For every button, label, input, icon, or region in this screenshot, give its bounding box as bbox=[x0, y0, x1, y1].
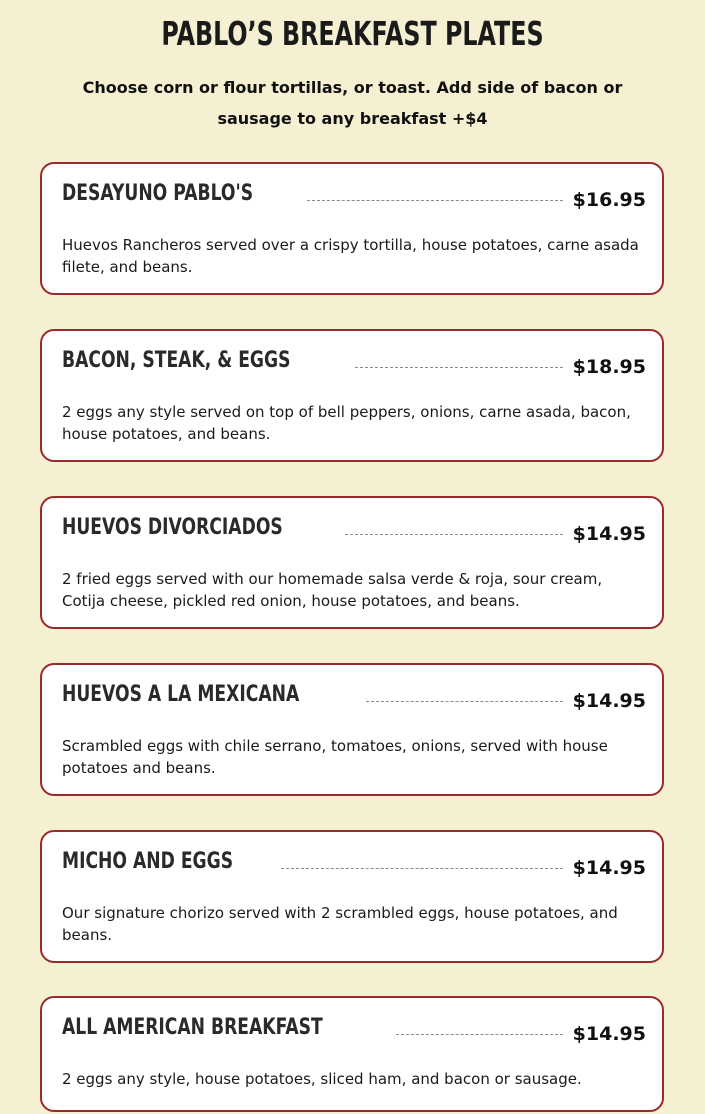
dotted-leader bbox=[355, 367, 563, 368]
menu-item-price: $14.95 bbox=[572, 523, 646, 545]
menu-subtitle: Choose corn or flour tortillas, or toast. Add side of bacon or sausage to any breakfast +$4 bbox=[82, 78, 623, 128]
dotted-leader bbox=[345, 534, 563, 535]
menu-item-header bbox=[62, 349, 646, 385]
menu-item-name: HUEVOS A LA MEXICANA bbox=[62, 681, 300, 707]
menu-item-name: MICHO AND EGGS bbox=[62, 848, 234, 874]
menu-item-description: 2 eggs any style, house potatoes, sliced ham, and bacon or sausage. bbox=[62, 1070, 582, 1088]
menu-item-card bbox=[40, 162, 664, 295]
menu-item-description: 2 eggs any style served on top of bell peppers, onions, carne asada, bacon, house potatoes, and beans. bbox=[62, 403, 631, 443]
menu-item-description: Huevos Rancheros served over a crispy tortilla, house potatoes, carne asada filete, and beans. bbox=[62, 236, 639, 276]
menu-item-description: Scrambled eggs with chile serrano, tomatoes, onions, served with house potatoes and beans. bbox=[62, 737, 608, 777]
menu-item-description: Our signature chorizo served with 2 scrambled eggs, house potatoes, and beans. bbox=[62, 904, 618, 944]
menu-item-name: DESAYUNO PABLO'S bbox=[62, 180, 254, 206]
menu-item-card bbox=[40, 996, 664, 1112]
menu-item-card bbox=[40, 329, 664, 462]
menu-item-card bbox=[40, 830, 664, 963]
menu-item-header bbox=[62, 683, 646, 719]
dotted-leader bbox=[396, 1034, 562, 1035]
menu-item-price: $16.95 bbox=[572, 189, 646, 211]
menu-item-card bbox=[40, 496, 664, 629]
menu-item-header bbox=[62, 516, 646, 552]
menu-item-price: $14.95 bbox=[572, 690, 646, 712]
dotted-leader bbox=[281, 868, 562, 869]
dotted-leader bbox=[307, 200, 563, 201]
menu-item-name: HUEVOS DIVORCIADOS bbox=[62, 514, 283, 540]
menu-item-name: BACON, STEAK, & EGGS bbox=[62, 347, 291, 373]
menu-item-header bbox=[62, 850, 646, 886]
dotted-leader bbox=[366, 701, 562, 702]
menu-item-name: ALL AMERICAN BREAKFAST bbox=[62, 1014, 323, 1040]
menu-item-price: $14.95 bbox=[572, 857, 646, 879]
menu-item-price: $14.95 bbox=[572, 1023, 646, 1045]
menu-item-header bbox=[62, 182, 646, 218]
menu-item-description: 2 fried eggs served with our homemade salsa verde & roja, sour cream, Cotija cheese, pickled red onion, house potatoes, and beans. bbox=[62, 570, 603, 610]
menu-item-price: $18.95 bbox=[572, 356, 646, 378]
menu-item-header bbox=[62, 1016, 646, 1052]
page-title: PABLO’S BREAKFAST PLATES bbox=[161, 14, 544, 53]
menu-item-card bbox=[40, 663, 664, 796]
